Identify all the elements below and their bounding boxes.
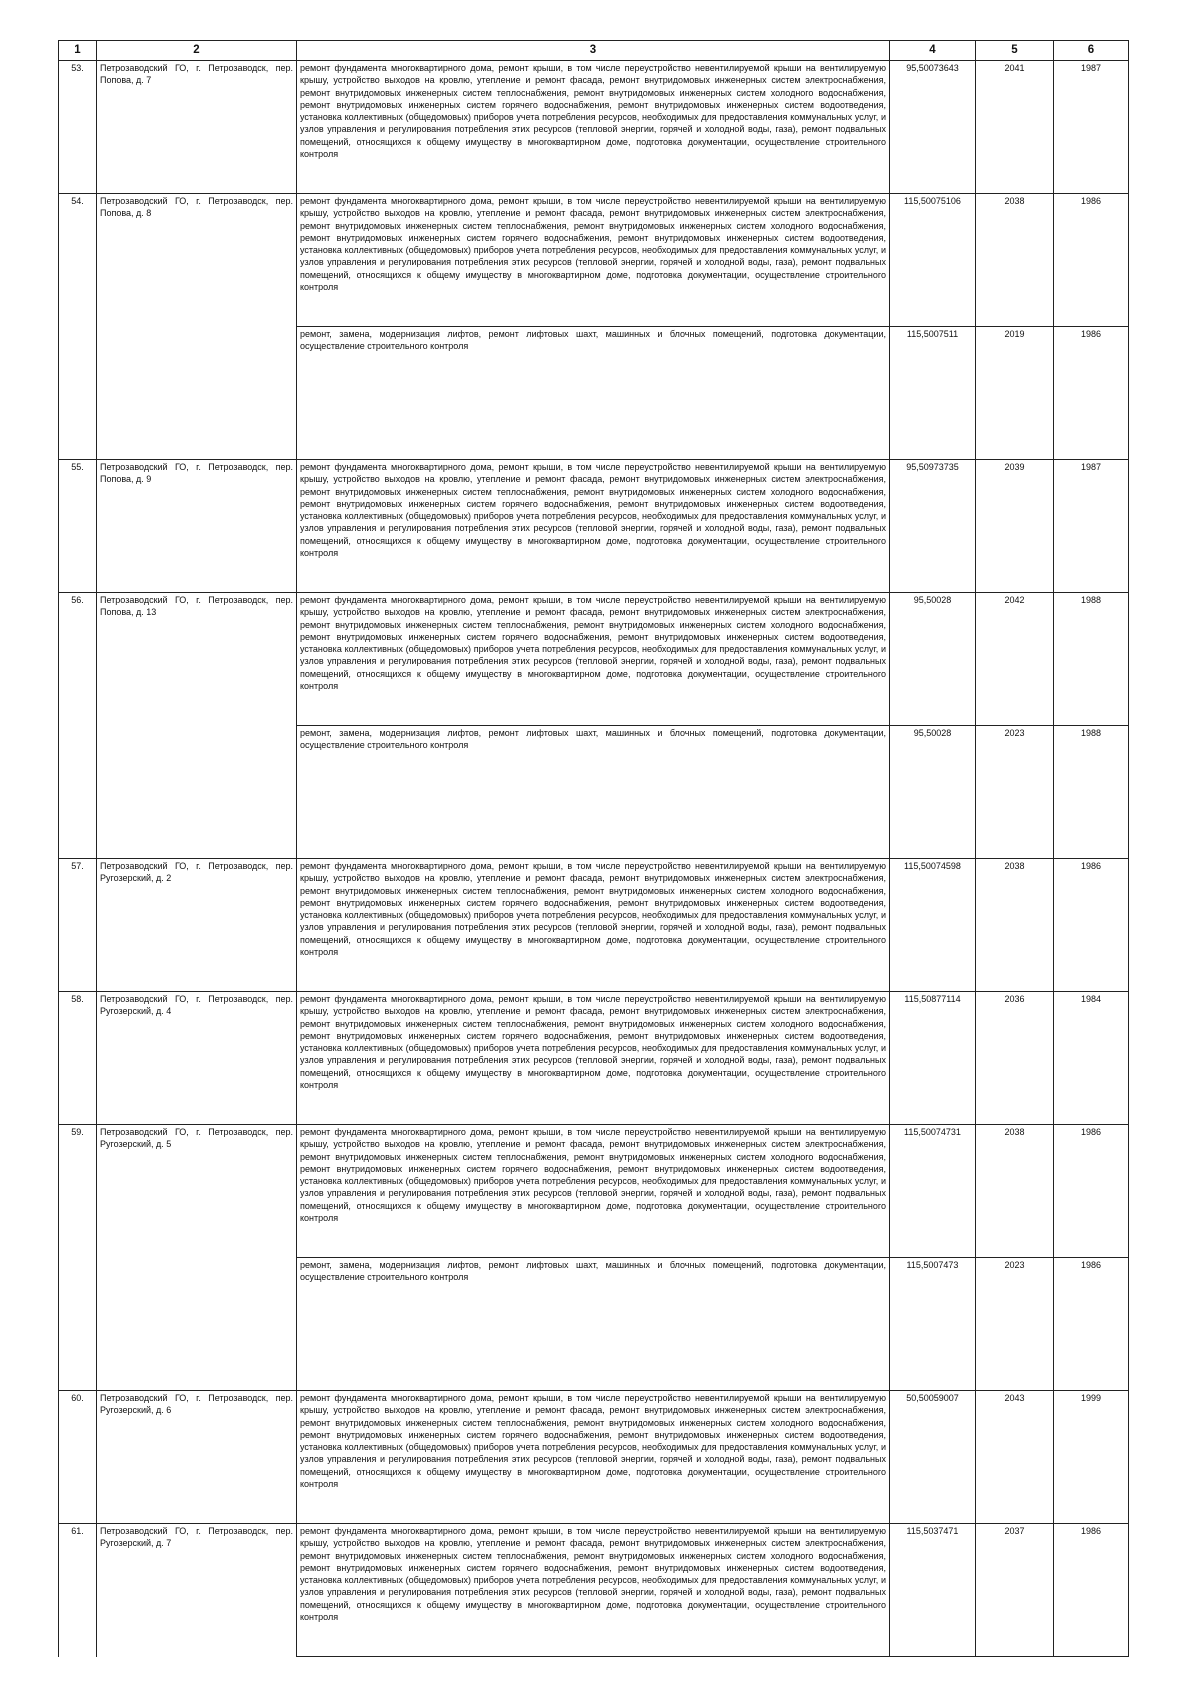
planned-year-cell: 2036 [976, 992, 1054, 1125]
build-year-cell: 1986 [1054, 194, 1129, 327]
planned-year-cell: 2039 [976, 460, 1054, 593]
planned-year-cell: 2042 [976, 593, 1054, 726]
table-row [59, 1125, 1129, 1258]
work-description-cell: ремонт фундамента многоквартирного дома, ремонт крыши, в том числе переустройство невентилируемой крыши на вентилируемую крышу, устройство выходов на кровлю, утепление и ремонт фасада, ремонт внутридомовых инженерных систем электроснабжения, ремонт внутридомовых инженерных систем теплоснабжения, ремонт внутридомовых инженерных систем холодного водоснабжения, ремонт внутридомовых инженерных систем горячего водоснабжения, ремонт внутридомовых инженерных систем водоотведения, установка коллективных (общедомовых) приборов учета потребления ресурсов, необходимых для предоставления коммунальных услуг, и узлов управления и регулирования потребления этих ресурсов (тепловой энергии, горячей и холодной воды, газа), ремонт подвальных помещений, относящихся к общему имуществу в многоквартирном доме, подготовка документации, осуществление строительного контроля [297, 593, 890, 726]
address-cell [97, 327, 297, 460]
work-description-cell: ремонт фундамента многоквартирного дома, ремонт крыши, в том числе переустройство невентилируемой крыши на вентилируемую крышу, устройство выходов на кровлю, утепление и ремонт фасада, ремонт внутридомовых инженерных систем электроснабжения, ремонт внутридомовых инженерных систем теплоснабжения, ремонт внутридомовых инженерных систем холодного водоснабжения, ремонт внутридомовых инженерных систем горячего водоснабжения, ремонт внутридомовых инженерных систем водоотведения, установка коллективных (общедомовых) приборов учета потребления ресурсов, необходимых для предоставления коммунальных услуг, и узлов управления и регулирования потребления этих ресурсов (тепловой энергии, горячей и холодной воды, газа), ремонт подвальных помещений, относящихся к общему имуществу в многоквартирном доме, подготовка документации, осуществление строительного контроля [297, 194, 890, 327]
cost-cell: 115,50877114 [890, 992, 976, 1125]
work-description-cell: ремонт, замена, модернизация лифтов, ремонт лифтовых шахт, машинных и блочных помещений, подготовка документации, осуществление строительного контроля [297, 327, 890, 460]
row-number: 61. [59, 1524, 97, 1657]
cost-cell: 95,50073643 [890, 61, 976, 194]
planned-year-cell: 2038 [976, 1125, 1054, 1258]
cost-cell: 115,5007473 [890, 1258, 976, 1391]
table-row [59, 327, 1129, 460]
table-row [59, 859, 1129, 992]
column-header-2: 2 [97, 41, 297, 61]
repair-schedule-table [58, 40, 1129, 1657]
planned-year-cell: 2019 [976, 327, 1054, 460]
row-number: 60. [59, 1391, 97, 1524]
table-row [59, 593, 1129, 726]
address-cell: Петрозаводский ГО, г. Петрозаводск, пер. Попова, д. 9 [97, 460, 297, 593]
row-number: 54. [59, 194, 97, 327]
header-row [59, 41, 1129, 61]
row-number: 53. [59, 61, 97, 194]
cost-cell: 115,50075106 [890, 194, 976, 327]
work-description-cell: ремонт, замена, модернизация лифтов, ремонт лифтовых шахт, машинных и блочных помещений, подготовка документации, осуществление строительного контроля [297, 1258, 890, 1391]
row-number: 57. [59, 859, 97, 992]
address-cell [97, 1258, 297, 1391]
cost-cell: 115,50074731 [890, 1125, 976, 1258]
cost-cell: 50,50059007 [890, 1391, 976, 1524]
cost-cell: 115,50074598 [890, 859, 976, 992]
build-year-cell: 1986 [1054, 859, 1129, 992]
address-cell: Петрозаводский ГО, г. Петрозаводск, пер. Ругозерский, д. 5 [97, 1125, 297, 1258]
address-cell [97, 726, 297, 859]
work-description-cell: ремонт фундамента многоквартирного дома, ремонт крыши, в том числе переустройство невентилируемой крыши на вентилируемую крышу, устройство выходов на кровлю, утепление и ремонт фасада, ремонт внутридомовых инженерных систем электроснабжения, ремонт внутридомовых инженерных систем теплоснабжения, ремонт внутридомовых инженерных систем холодного водоснабжения, ремонт внутридомовых инженерных систем горячего водоснабжения, ремонт внутридомовых инженерных систем водоотведения, установка коллективных (общедомовых) приборов учета потребления ресурсов, необходимых для предоставления коммунальных услуг, и узлов управления и регулирования потребления этих ресурсов (тепловой энергии, горячей и холодной воды, газа), ремонт подвальных помещений, относящихся к общему имуществу в многоквартирном доме, подготовка документации, осуществление строительного контроля [297, 992, 890, 1125]
address-cell: Петрозаводский ГО, г. Петрозаводск, пер. Ругозерский, д. 4 [97, 992, 297, 1125]
build-year-cell: 1987 [1054, 61, 1129, 194]
cost-cell: 115,5037471 [890, 1524, 976, 1657]
table-row [59, 460, 1129, 593]
row-number: 58. [59, 992, 97, 1125]
build-year-cell: 1986 [1054, 1125, 1129, 1258]
address-cell: Петрозаводский ГО, г. Петрозаводск, пер. Ругозерский, д. 7 [97, 1524, 297, 1657]
build-year-cell: 1988 [1054, 726, 1129, 859]
build-year-cell: 1988 [1054, 593, 1129, 726]
work-description-cell: ремонт фундамента многоквартирного дома, ремонт крыши, в том числе переустройство невентилируемой крыши на вентилируемую крышу, устройство выходов на кровлю, утепление и ремонт фасада, ремонт внутридомовых инженерных систем электроснабжения, ремонт внутридомовых инженерных систем теплоснабжения, ремонт внутридомовых инженерных систем холодного водоснабжения, ремонт внутридомовых инженерных систем горячего водоснабжения, ремонт внутридомовых инженерных систем водоотведения, установка коллективных (общедомовых) приборов учета потребления ресурсов, необходимых для предоставления коммунальных услуг, и узлов управления и регулирования потребления этих ресурсов (тепловой энергии, горячей и холодной воды, газа), ремонт подвальных помещений, относящихся к общему имуществу в многоквартирном доме, подготовка документации, осуществление строительного контроля [297, 1524, 890, 1657]
planned-year-cell: 2043 [976, 1391, 1054, 1524]
cost-cell: 95,50028 [890, 726, 976, 859]
row-number: 55. [59, 460, 97, 593]
planned-year-cell: 2023 [976, 1258, 1054, 1391]
column-header-4: 4 [890, 41, 976, 61]
row-number [59, 1258, 97, 1391]
planned-year-cell: 2023 [976, 726, 1054, 859]
build-year-cell: 1999 [1054, 1391, 1129, 1524]
address-cell: Петрозаводский ГО, г. Петрозаводск, пер. Ругозерский, д. 6 [97, 1391, 297, 1524]
row-number: 56. [59, 593, 97, 726]
work-description-cell: ремонт, замена, модернизация лифтов, ремонт лифтовых шахт, машинных и блочных помещений, подготовка документации, осуществление строительного контроля [297, 726, 890, 859]
cost-cell: 95,50973735 [890, 460, 976, 593]
address-cell: Петрозаводский ГО, г. Петрозаводск, пер. Попова, д. 7 [97, 61, 297, 194]
address-cell: Петрозаводский ГО, г. Петрозаводск, пер. Попова, д. 8 [97, 194, 297, 327]
build-year-cell: 1984 [1054, 992, 1129, 1125]
row-number [59, 726, 97, 859]
table-row [59, 1391, 1129, 1524]
table-body [59, 61, 1129, 1657]
address-cell: Петрозаводский ГО, г. Петрозаводск, пер. Попова, д. 13 [97, 593, 297, 726]
table-row [59, 194, 1129, 327]
address-cell: Петрозаводский ГО, г. Петрозаводск, пер. Ругозерский, д. 2 [97, 859, 297, 992]
table-row [59, 1524, 1129, 1657]
column-header-1: 1 [59, 41, 97, 61]
work-description-cell: ремонт фундамента многоквартирного дома, ремонт крыши, в том числе переустройство невентилируемой крыши на вентилируемую крышу, устройство выходов на кровлю, утепление и ремонт фасада, ремонт внутридомовых инженерных систем электроснабжения, ремонт внутридомовых инженерных систем теплоснабжения, ремонт внутридомовых инженерных систем холодного водоснабжения, ремонт внутридомовых инженерных систем горячего водоснабжения, ремонт внутридомовых инженерных систем водоотведения, установка коллективных (общедомовых) приборов учета потребления ресурсов, необходимых для предоставления коммунальных услуг, и узлов управления и регулирования потребления этих ресурсов (тепловой энергии, горячей и холодной воды, газа), ремонт подвальных помещений, относящихся к общему имуществу в многоквартирном доме, подготовка документации, осуществление строительного контроля [297, 1125, 890, 1258]
cost-cell: 95,50028 [890, 593, 976, 726]
work-description-cell: ремонт фундамента многоквартирного дома, ремонт крыши, в том числе переустройство невентилируемой крыши на вентилируемую крышу, устройство выходов на кровлю, утепление и ремонт фасада, ремонт внутридомовых инженерных систем электроснабжения, ремонт внутридомовых инженерных систем теплоснабжения, ремонт внутридомовых инженерных систем холодного водоснабжения, ремонт внутридомовых инженерных систем горячего водоснабжения, ремонт внутридомовых инженерных систем водоотведения, установка коллективных (общедомовых) приборов учета потребления ресурсов, необходимых для предоставления коммунальных услуг, и узлов управления и регулирования потребления этих ресурсов (тепловой энергии, горячей и холодной воды, газа), ремонт подвальных помещений, относящихся к общему имуществу в многоквартирном доме, подготовка документации, осуществление строительного контроля [297, 1391, 890, 1524]
column-header-5: 5 [976, 41, 1054, 61]
planned-year-cell: 2041 [976, 61, 1054, 194]
table-row [59, 726, 1129, 859]
build-year-cell: 1986 [1054, 1258, 1129, 1391]
table-row [59, 992, 1129, 1125]
work-description-cell: ремонт фундамента многоквартирного дома, ремонт крыши, в том числе переустройство невентилируемой крыши на вентилируемую крышу, устройство выходов на кровлю, утепление и ремонт фасада, ремонт внутридомовых инженерных систем электроснабжения, ремонт внутридомовых инженерных систем теплоснабжения, ремонт внутридомовых инженерных систем холодного водоснабжения, ремонт внутридомовых инженерных систем горячего водоснабжения, ремонт внутридомовых инженерных систем водоотведения, установка коллективных (общедомовых) приборов учета потребления ресурсов, необходимых для предоставления коммунальных услуг, и узлов управления и регулирования потребления этих ресурсов (тепловой энергии, горячей и холодной воды, газа), ремонт подвальных помещений, относящихся к общему имуществу в многоквартирном доме, подготовка документации, осуществление строительного контроля [297, 859, 890, 992]
column-header-3: 3 [297, 41, 890, 61]
work-description-cell: ремонт фундамента многоквартирного дома, ремонт крыши, в том числе переустройство невентилируемой крыши на вентилируемую крышу, устройство выходов на кровлю, утепление и ремонт фасада, ремонт внутридомовых инженерных систем электроснабжения, ремонт внутридомовых инженерных систем теплоснабжения, ремонт внутридомовых инженерных систем холодного водоснабжения, ремонт внутридомовых инженерных систем горячего водоснабжения, ремонт внутридомовых инженерных систем водоотведения, установка коллективных (общедомовых) приборов учета потребления ресурсов, необходимых для предоставления коммунальных услуг, и узлов управления и регулирования потребления этих ресурсов (тепловой энергии, горячей и холодной воды, газа), ремонт подвальных помещений, относящихся к общему имуществу в многоквартирном доме, подготовка документации, осуществление строительного контроля [297, 61, 890, 194]
build-year-cell: 1986 [1054, 327, 1129, 460]
table-row [59, 1258, 1129, 1391]
planned-year-cell: 2038 [976, 194, 1054, 327]
build-year-cell: 1986 [1054, 1524, 1129, 1657]
row-number: 59. [59, 1125, 97, 1258]
planned-year-cell: 2037 [976, 1524, 1054, 1657]
cost-cell: 115,5007511 [890, 327, 976, 460]
column-header-6: 6 [1054, 41, 1129, 61]
table-row [59, 61, 1129, 194]
row-number [59, 327, 97, 460]
planned-year-cell: 2038 [976, 859, 1054, 992]
build-year-cell: 1987 [1054, 460, 1129, 593]
work-description-cell: ремонт фундамента многоквартирного дома, ремонт крыши, в том числе переустройство невентилируемой крыши на вентилируемую крышу, устройство выходов на кровлю, утепление и ремонт фасада, ремонт внутридомовых инженерных систем электроснабжения, ремонт внутридомовых инженерных систем теплоснабжения, ремонт внутридомовых инженерных систем холодного водоснабжения, ремонт внутридомовых инженерных систем горячего водоснабжения, ремонт внутридомовых инженерных систем водоотведения, установка коллективных (общедомовых) приборов учета потребления ресурсов, необходимых для предоставления коммунальных услуг, и узлов управления и регулирования потребления этих ресурсов (тепловой энергии, горячей и холодной воды, газа), ремонт подвальных помещений, относящихся к общему имуществу в многоквартирном доме, подготовка документации, осуществление строительного контроля [297, 460, 890, 593]
